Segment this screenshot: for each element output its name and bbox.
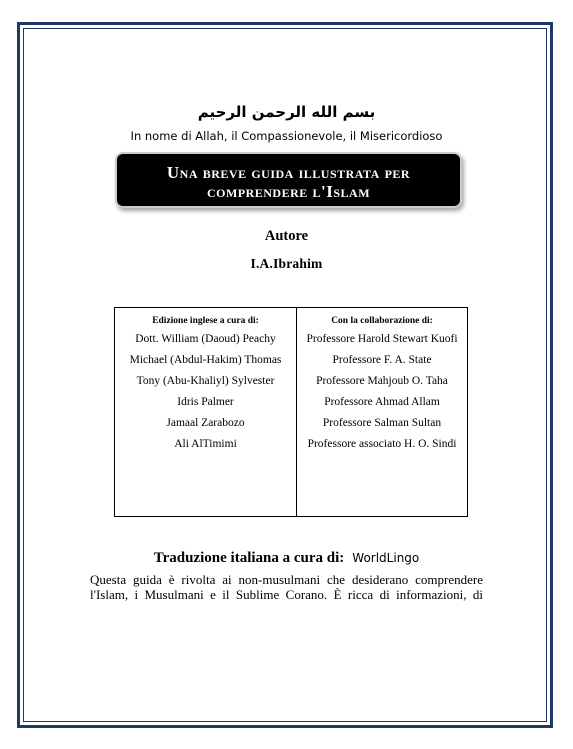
credits-column-editors: [115, 308, 297, 516]
description-paragraph: [90, 572, 483, 602]
title-line-1: Una breve guida illustrata per: [166, 163, 411, 182]
editors-heading: Edizione inglese a cura di:: [152, 316, 259, 326]
invocation-subtitle: In nome di Allah, il Compassionevole, il Misericordioso: [130, 129, 443, 143]
editor-name: Tony (Abu-Khaliyl) Sylvester: [136, 375, 275, 387]
author-label: Autore: [264, 228, 309, 244]
description-line-2: l'Islam, i Musulmani e il Sublime Corano. È ricca di informazioni, di: [90, 587, 483, 602]
editor-name: Ali AlTimimi: [174, 438, 237, 450]
credits-table: [114, 307, 468, 517]
description-line-1: Questa guida è rivolta ai non-musulmani che desiderano comprendere: [90, 572, 483, 587]
translation-label: Traduzione italiana a cura di:: [153, 550, 345, 566]
author-name: I.A.Ibrahim: [250, 256, 323, 271]
editor-name: Jamaal Zarabozo: [166, 417, 245, 429]
title-banner: [115, 152, 462, 208]
credits-column-collaborators: [297, 308, 467, 516]
collaborator-name: Professore Ahmad Allam: [324, 396, 440, 408]
basmala: بسم الله الرحمن الرحيم: [197, 103, 376, 121]
collaborator-name: Professore associato H. O. Sindi: [307, 438, 457, 450]
collaborator-name: Professore F. A. State: [332, 354, 432, 366]
translation-value: WorldLingo: [352, 551, 420, 565]
collaborators-heading: Con la collaborazione di:: [331, 316, 433, 326]
translation-credit: [0, 549, 573, 567]
collaborator-name: Professore Salman Sultan: [322, 417, 442, 429]
collaborator-name: Professore Harold Stewart Kuofi: [306, 333, 458, 345]
title-line-2: comprendere l'Islam: [206, 182, 371, 201]
editor-name: Dott. William (Daoud) Peachy: [135, 333, 276, 345]
editor-name: Idris Palmer: [177, 396, 234, 408]
collaborator-name: Professore Mahjoub O. Taha: [316, 375, 448, 387]
editor-name: Michael (Abdul-Hakim) Thomas: [129, 354, 282, 366]
